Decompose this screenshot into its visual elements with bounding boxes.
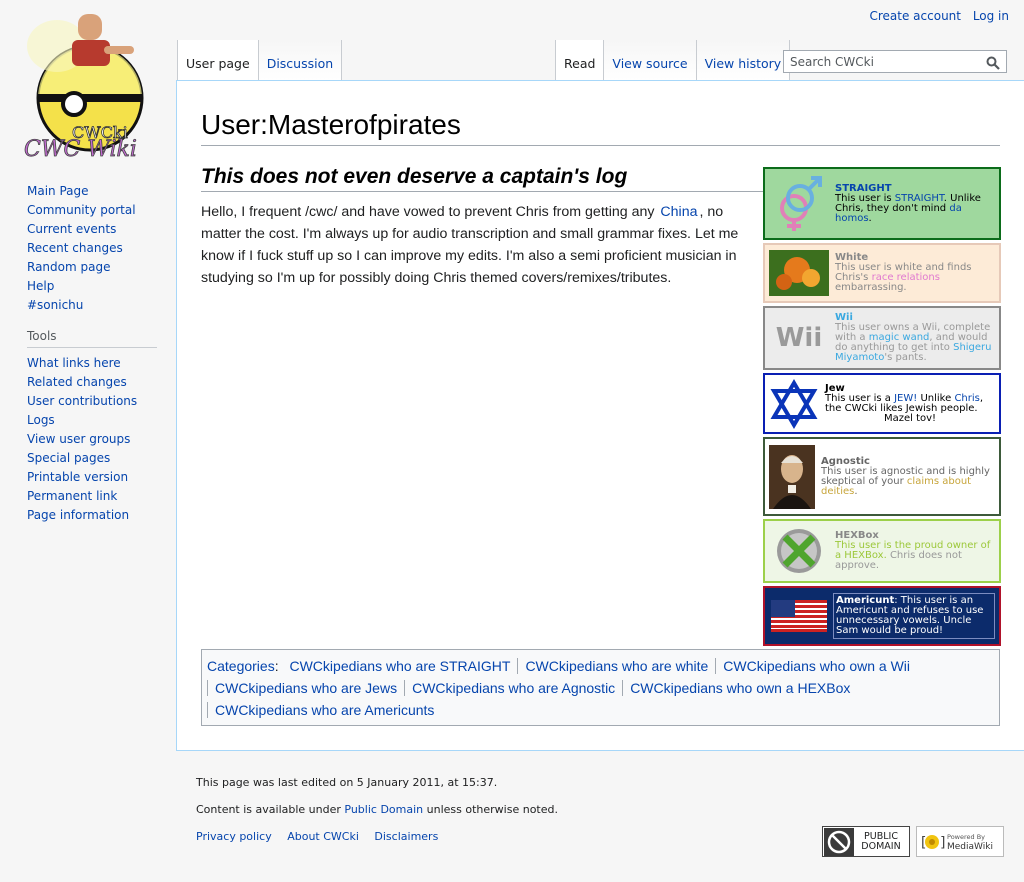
license-text [196, 803, 558, 816]
search-input[interactable] [784, 52, 974, 73]
personal-tools [861, 9, 1009, 23]
svg-text:CWC Wiki: CWC Wiki [24, 137, 137, 162]
category-link[interactable]: CWCkipedians who are Jews [207, 680, 404, 696]
white-flower-image [769, 243, 829, 303]
sidebar-item-current-events[interactable]: Current events [27, 222, 117, 236]
public-domain-badge[interactable] [822, 826, 910, 857]
category-link[interactable]: CWCkipedians who are Agnostic [404, 680, 622, 696]
navigation-portal [27, 182, 176, 315]
mediawiki-flower-icon [919, 830, 948, 854]
tab-read[interactable]: Read [555, 40, 604, 80]
intro-text-1: Hello, I frequent /cwc/ and have vowed to prevent Chris from getting any [201, 204, 655, 220]
category-link[interactable]: CWCkipedians who are white [517, 658, 715, 674]
userbox-agnostic [763, 437, 1001, 516]
userbox-wii-title: Wii [835, 312, 853, 323]
tab-discussion[interactable]: Discussion [259, 40, 342, 80]
wii-logo-text: Wii [775, 323, 823, 353]
userbox-straight-text-2: . Unlike Chris, they don't mind [835, 192, 981, 214]
public-domain-link[interactable]: Public Domain [344, 803, 424, 816]
mediawiki-badge-text-1: Powered By [947, 832, 986, 841]
userbox-wii-text-2: , and would do anything to get into [835, 332, 988, 353]
namespace-tabs [177, 40, 342, 80]
login-link[interactable]: Log in [972, 9, 1009, 23]
categories-label[interactable]: Categories [207, 658, 275, 674]
sidebar [0, 182, 176, 525]
userbox-straight [763, 167, 1001, 240]
userbox-americunt-text: : This user is an Americunt and refuses to use unnecessary vowels. Uncle Sam would be proud! [836, 595, 984, 636]
userbox-white [763, 243, 1001, 303]
category-link[interactable]: CWCkipedians who are Americunts [207, 702, 441, 718]
svg-text:CWCki: CWCki [72, 123, 128, 142]
site-logo[interactable] [12, 6, 162, 160]
wii-logo-icon [769, 308, 829, 368]
page-title: User:Masterofpirates [201, 109, 1000, 146]
sidebar-item-main-page[interactable]: Main Page [27, 184, 89, 198]
userbox-straight-text-3: . [868, 212, 872, 224]
sidebar-item-permanent-link[interactable]: Permanent link [27, 489, 118, 503]
sidebar-item-random-page[interactable]: Random page [27, 260, 111, 274]
userbox-straight-title[interactable]: STRAIGHT [835, 182, 892, 194]
sidebar-item-what-links-here[interactable]: What links here [27, 356, 121, 370]
svg-text:]: ] [939, 834, 948, 851]
tab-view-history[interactable]: View history [697, 40, 791, 80]
footer [196, 776, 558, 843]
userbox-hexbox [763, 519, 1001, 583]
sidebar-item-page-information[interactable]: Page information [27, 508, 130, 522]
star-of-david-icon [769, 374, 819, 434]
sidebar-item-recent-changes[interactable]: Recent changes [27, 241, 123, 255]
xbox-logo-icon [769, 521, 829, 581]
svg-text:[: [ [919, 834, 928, 851]
tab-user-page[interactable]: User page [177, 40, 259, 80]
sidebar-item-user-contributions[interactable]: User contributions [27, 394, 138, 408]
chris-link[interactable]: Chris [954, 392, 980, 404]
userbox-hexbox-text: This user is the proud owner of a HEXBox. [835, 540, 991, 561]
category-links: Categories: CWCkipedians who are STRAIGHT CWCkipedians who are white CWCkipedians who own a Wii CWCkipedians who are Jews CWCkipedians who are Agnostic CWCkipedians who own a HEXBox CWCkipedians who are Americunts [201, 649, 1000, 726]
sidebar-item-printable-version[interactable]: Printable version [27, 470, 129, 484]
sidebar-item-help[interactable]: Help [27, 279, 55, 293]
tools-portal [27, 329, 176, 525]
license-text-after: unless otherwise noted. [426, 803, 558, 816]
search-box [783, 50, 1007, 73]
userbox-wii-text: This user owns a Wii, complete with a [835, 322, 991, 343]
about-link[interactable]: About CWCki [287, 830, 359, 843]
view-tabs [555, 40, 790, 80]
section-heading: This does not even deserve a captain's log [201, 165, 763, 192]
shigeru-miyamoto-link[interactable]: Shigeru Miyamoto [835, 342, 992, 363]
straight-link[interactable]: STRAIGHT [894, 192, 944, 204]
mediawiki-badge[interactable] [916, 826, 1004, 857]
userbox-white-text: This user is white and finds Chris's [835, 262, 972, 283]
userbox-jew-text-3: , the CWCki likes Jewish people. [825, 392, 984, 414]
userbox-straight-text: This user is [835, 192, 892, 204]
userbox-agnostic-title: Agnostic [821, 455, 870, 467]
sidebar-item-view-user-groups[interactable]: View user groups [27, 432, 131, 446]
sidebar-item-sonichu[interactable]: #sonichu [27, 298, 84, 312]
content-area [176, 80, 1024, 751]
sidebar-item-related-changes[interactable]: Related changes [27, 375, 127, 389]
public-domain-badge-text: PUBLIC DOMAIN [861, 830, 901, 852]
us-flag-icon [769, 586, 829, 646]
footer-badges [822, 826, 1004, 857]
gender-symbol-icon [769, 174, 829, 234]
userbox-jew-text: This user is a [825, 392, 891, 404]
jew-link[interactable]: JEW! [894, 392, 918, 404]
category-link[interactable]: CWCkipedians who are STRAIGHT [289, 658, 511, 674]
userbox-wii [763, 306, 1001, 370]
userbox-hexbox-text-2: Chris does not approve. [835, 550, 962, 571]
userbox-agnostic-text: This user is agnostic and is highly skeptical of your [821, 465, 990, 487]
magic-wand-link[interactable]: magic wand [868, 332, 930, 343]
mediawiki-badge-text-2: MediaWiki [947, 841, 993, 852]
race-relations-link[interactable]: race relations [871, 272, 940, 283]
intro-paragraph [201, 201, 763, 289]
userbox-americunt [763, 586, 1001, 646]
china-link[interactable]: China [660, 204, 698, 220]
public-domain-icon [824, 828, 854, 856]
category-link[interactable]: CWCkipedians who own a HEXBox [622, 680, 857, 696]
userbox-americunt-title: Americunt [836, 595, 895, 606]
userbox-white-title: White [835, 252, 869, 263]
create-account-link[interactable]: Create account [869, 9, 961, 23]
mazel-tov-text: Mazel tov! [883, 412, 937, 424]
intro-text-2: , no matter the cost. I'm always up for audio transcription and small grammar fixes. Let me know if I fuck stuff up so I can improve my edits. I'm also a semi proficient musician in studying so I'm up for possibly doing Chris themed covers/remixes/tributes. [201, 204, 739, 286]
disclaimers-link[interactable]: Disclaimers [374, 830, 439, 843]
sidebar-item-special-pages[interactable]: Special pages [27, 451, 111, 465]
userbox-hexbox-title: HEXBox [835, 530, 879, 541]
search-icon[interactable] [986, 55, 1000, 69]
userbox-jew-title: Jew [825, 382, 845, 394]
claims-about-deities-link[interactable]: claims about deities [821, 475, 972, 497]
category-link[interactable]: CWCkipedians who own a Wii [715, 658, 917, 674]
tools-heading: Tools [27, 329, 157, 348]
agnostic-portrait-image [769, 445, 815, 509]
privacy-policy-link[interactable]: Privacy policy [196, 830, 272, 843]
last-edited-text: This page was last edited on 5 January 2011, at 15:37. [196, 776, 498, 789]
userbox-white-text-2: embarrassing. [835, 282, 907, 293]
sidebar-item-community-portal[interactable]: Community portal [27, 203, 136, 217]
sidebar-item-logs[interactable]: Logs [27, 413, 55, 427]
da-homos-link[interactable]: da homos [835, 202, 962, 224]
userbox-agnostic-text-2: . [854, 485, 858, 497]
footer-links [196, 830, 558, 843]
license-text-before: Content is available under [196, 803, 341, 816]
userbox-wii-text-3: 's pants. [884, 352, 927, 363]
userbox-jew [763, 373, 1001, 434]
tab-view-source[interactable]: View source [604, 40, 696, 80]
userbox-jew-text-2: Unlike [920, 392, 952, 404]
